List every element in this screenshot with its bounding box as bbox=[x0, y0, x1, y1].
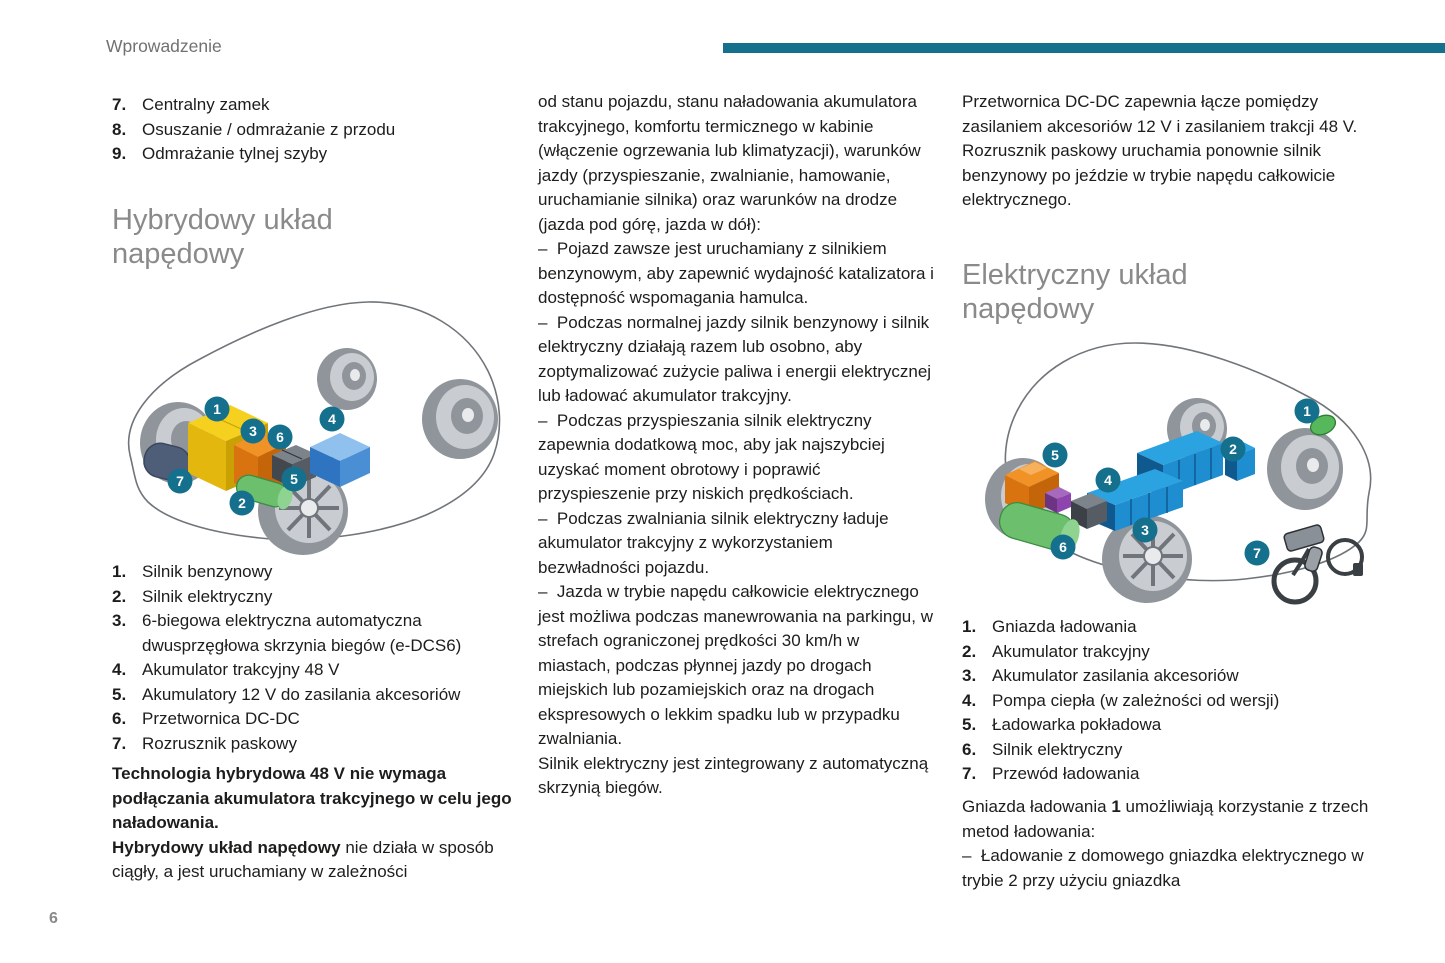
body-paragraph: Przetwornica DC-DC zapewnia łącze pomiędzy zasilaniem akcesoriów 12 V i zasilaniem trakcji 48 V. bbox=[962, 92, 1358, 136]
callout-badge-3 bbox=[1133, 518, 1158, 543]
body-paragraph: Silnik elektryczny jest zintegrowany z automatyczną skrzynią biegów. bbox=[538, 753, 933, 797]
left-column-top-list bbox=[112, 93, 512, 167]
list-item-1: 1. Silnik benzynowy bbox=[112, 562, 273, 581]
svg-text:3: 3 bbox=[1141, 522, 1149, 538]
middle-column-text bbox=[538, 90, 939, 801]
bullet-paragraph: – Podczas zwalniania silnik elektryczny ładuje akumulator trakcyjny z wykorzystaniem bezwładności pojazdu. bbox=[538, 508, 894, 577]
list-item-3: 3. Akumulator zasilania akcesoriów bbox=[962, 666, 1239, 685]
callout-badge-5 bbox=[1043, 443, 1068, 468]
list-item-7: 7. Rozrusznik paskowy bbox=[112, 733, 297, 753]
car-wheel bbox=[1267, 428, 1343, 510]
body-paragraph: od stanu pojazdu, stanu naładowania akumulatora trakcyjnego, komfortu termicznego w kabinie (włączenie ogrzewania lub klimatyzacji), warunków jazdy (przyspieszanie, zwalnianie, hamowanie, uruchamianie silnika) oraz warunków na drodze (jazda pod górę, jazda w dół): bbox=[538, 92, 926, 234]
hybrid-drivetrain-diagram bbox=[110, 287, 510, 557]
callout-badge-4 bbox=[320, 407, 345, 432]
svg-text:4: 4 bbox=[1104, 472, 1112, 488]
svg-text:5: 5 bbox=[290, 471, 298, 487]
list-number: 9. bbox=[112, 144, 127, 163]
callout-badge-7 bbox=[168, 469, 193, 494]
callout-badge-4 bbox=[1096, 468, 1121, 493]
electric-component-list bbox=[962, 615, 1372, 787]
list-item-2: 2. Akumulator trakcyjny bbox=[962, 641, 1150, 661]
list-item-5: 5. Ładowarka pokładowa bbox=[962, 715, 1162, 734]
callout-badge-6 bbox=[1051, 535, 1076, 560]
electric-drivetrain-diagram bbox=[957, 327, 1389, 617]
note-bold-paragraph: Technologia hybrydowa 48 V nie wymaga podłączania akumulatora trakcyjnego w celu jego naładowania. bbox=[112, 764, 517, 832]
note-mixed-paragraph: Hybrydowy układ napędowy nie działa w sposób ciągły, a jest uruchamiany w zależności bbox=[112, 837, 499, 881]
running-header: Wprowadzenie bbox=[106, 36, 222, 56]
page-number: 6 bbox=[49, 910, 58, 927]
bullet-paragraph: – Ładowanie z domowego gniazdka elektrycznego w trybie 2 przy użyciu gniazdka bbox=[962, 846, 1369, 890]
svg-text:1: 1 bbox=[1303, 403, 1311, 419]
list-label: Osuszanie / odmrażanie z przodu bbox=[142, 119, 396, 139]
list-item-6: 6. Silnik elektryczny bbox=[962, 739, 1123, 759]
list-number: 7. bbox=[112, 95, 127, 114]
svg-text:4: 4 bbox=[328, 411, 336, 427]
svg-text:2: 2 bbox=[1229, 441, 1237, 457]
svg-text:7: 7 bbox=[1253, 545, 1261, 561]
callout-reference: 1 bbox=[1111, 797, 1121, 816]
svg-text:2: 2 bbox=[238, 495, 246, 511]
list-number: 8. bbox=[112, 119, 127, 139]
bullet-paragraph: – Pojazd zawsze jest uruchamiany z silnikiem benzynowym, aby zapewnić wydajność katalizatora i dostępność wspomagania hamulca. bbox=[538, 239, 939, 307]
list-item-2: 2. Silnik elektryczny bbox=[112, 586, 273, 606]
charging-methods-text bbox=[962, 795, 1372, 893]
body-paragraph: Rozrusznik paskowy uruchamia ponownie silnik benzynowy po jeździe w trybie napędu całkowicie elektrycznego. bbox=[962, 141, 1340, 209]
callout-badge-2 bbox=[1221, 437, 1246, 462]
right-column-intro bbox=[962, 90, 1366, 213]
list-item-7: 7. Przewód ładowania bbox=[962, 764, 1140, 783]
list-label: Centralny zamek bbox=[142, 95, 270, 114]
bullet-paragraph: – Jazda w trybie napędu całkowicie elektrycznego jest możliwa podczas manewrowania na parkingu, w strefach ograniczonej prędkości 30 km/h w miastach, podczas płynnej jazdy po drogach miejskich lub pozamiejskich oraz na drogach ekspresowych o lekkim spadku lub w przypadku zwalniania. bbox=[538, 582, 938, 748]
svg-text:3: 3 bbox=[249, 423, 257, 439]
callout-badge-2 bbox=[230, 491, 255, 516]
list-item-7 bbox=[112, 93, 512, 118]
body-paragraph: Gniazda ładowania 1 umożliwiają korzystanie z trzech metod ładowania: bbox=[962, 797, 1374, 841]
list-label: Odmrażanie tylnej szyby bbox=[142, 144, 328, 163]
list-item-1: 1. Gniazda ładowania bbox=[962, 617, 1137, 636]
callout-badge-5 bbox=[282, 467, 307, 492]
car-wheel bbox=[317, 348, 377, 410]
list-item-6: 6. Przetwornica DC-DC bbox=[112, 709, 300, 728]
list-item-3: 3. 6-biegowa elektryczna automatyczna dwusprzęgłowa skrzynia biegów (e-DCS6) bbox=[112, 611, 462, 655]
section-title-electric: Elektryczny układ napędowy bbox=[962, 259, 1188, 325]
bullet-paragraph: – Podczas przyspieszania silnik elektryczny zapewnia dodatkową moc, aby jak najszybciej uzyskać moment obrotowy i poprawić przyspieszenie przy niskich prędkościach. bbox=[538, 410, 890, 503]
callout-badge-1 bbox=[205, 397, 230, 422]
list-item-4: 4. Akumulator trakcyjny 48 V bbox=[112, 660, 340, 679]
list-item-9 bbox=[112, 142, 512, 167]
hybrid-note bbox=[112, 762, 517, 885]
callout-badge-7 bbox=[1245, 541, 1270, 566]
svg-text:7: 7 bbox=[176, 473, 184, 489]
svg-text:1: 1 bbox=[213, 401, 221, 417]
svg-text:6: 6 bbox=[1059, 539, 1067, 555]
svg-text:6: 6 bbox=[276, 429, 284, 445]
bullet-paragraph: – Podczas normalnej jazdy silnik benzynowy i silnik elektryczny działają razem lub osobno, aby zoptymalizować zużycie paliwa i energii elektrycznej lub ładować akumulator trakcyjny. bbox=[538, 312, 936, 405]
hybrid-component-list bbox=[112, 560, 508, 756]
header-accent-bar bbox=[723, 43, 1445, 53]
callout-badge-6 bbox=[268, 425, 293, 450]
list-item-8 bbox=[112, 118, 512, 143]
list-item-4: 4. Pompa ciepła (w zależności od wersji) bbox=[962, 690, 1280, 710]
car-wheel bbox=[422, 379, 498, 459]
callout-badge-1 bbox=[1295, 399, 1320, 424]
callout-badge-3 bbox=[241, 419, 266, 444]
section-title-hybrid: Hybrydowy układ napędowy bbox=[112, 204, 333, 270]
list-item-5: 5. Akumulatory 12 V do zasilania akcesoriów bbox=[112, 684, 461, 704]
svg-text:5: 5 bbox=[1051, 447, 1059, 463]
